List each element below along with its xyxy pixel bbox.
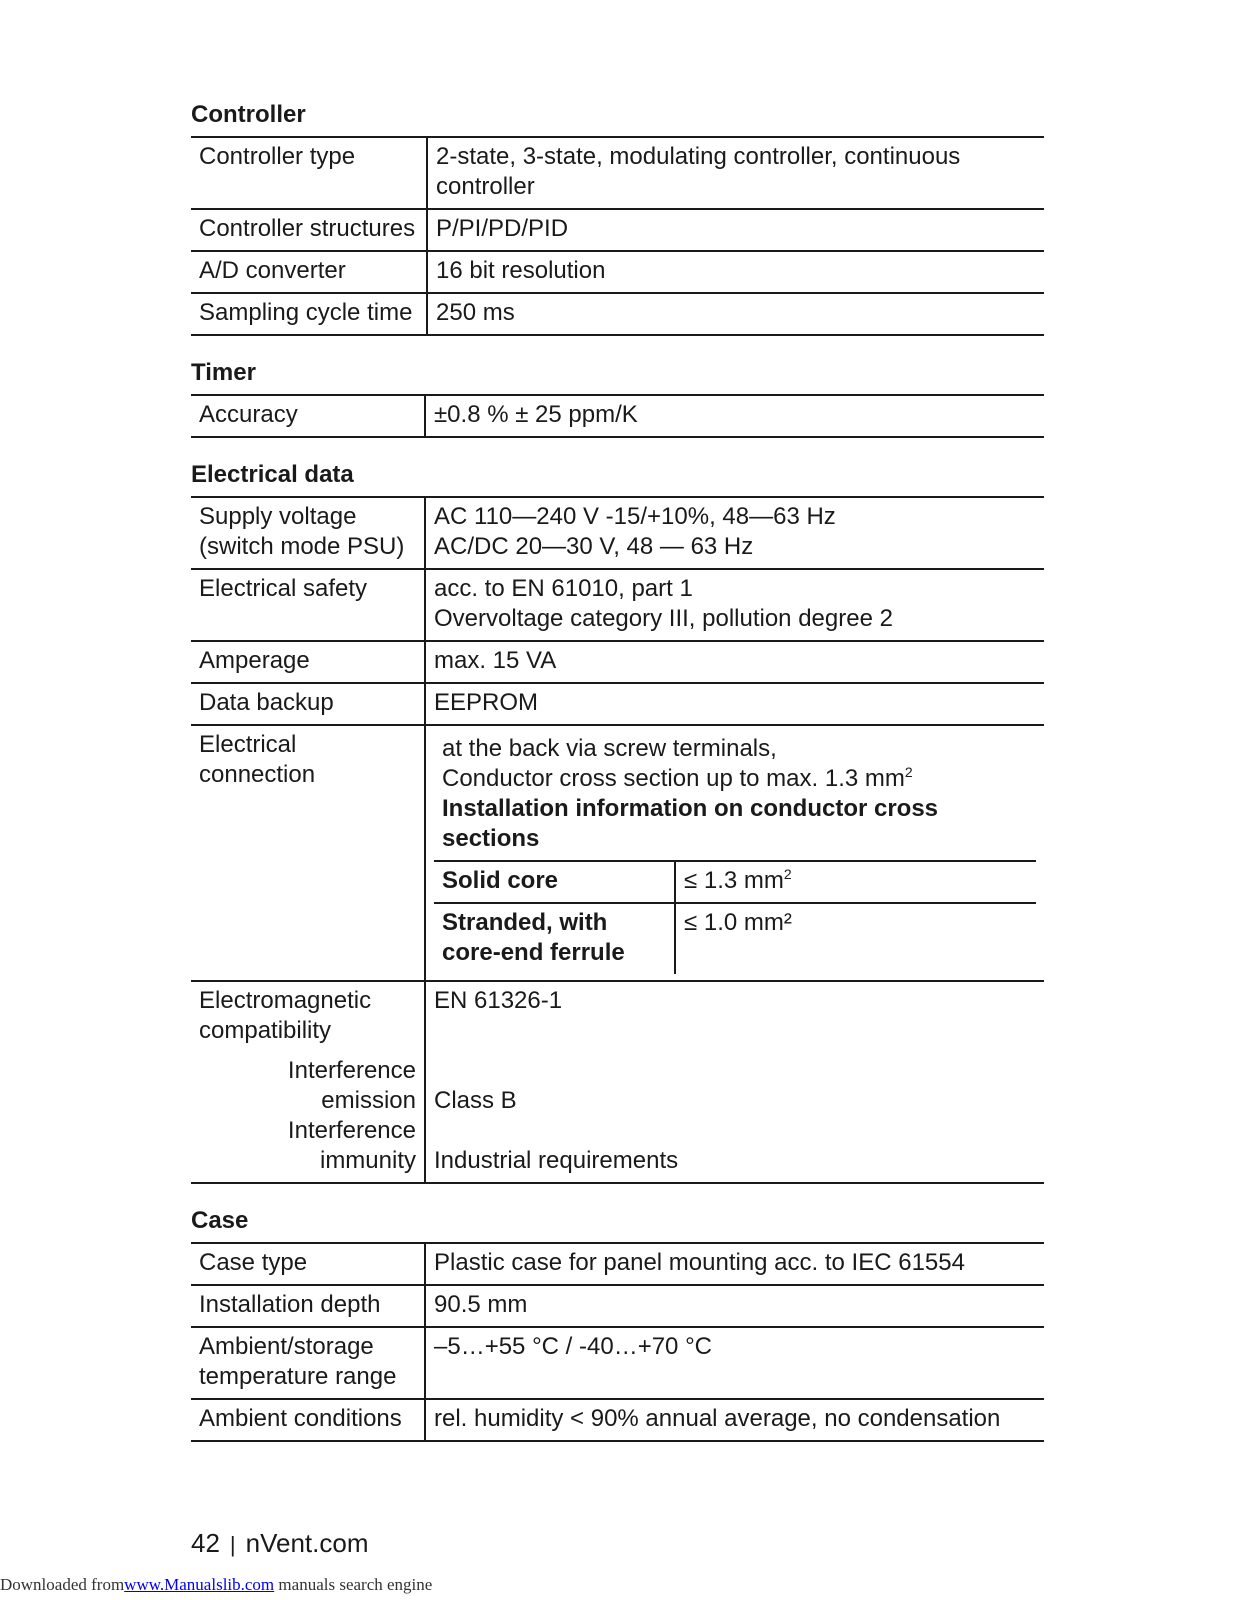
table-row [191, 1285, 1044, 1327]
electrical-table [191, 496, 1044, 1184]
spec-key: Ambient/storage temperature range [191, 1327, 425, 1399]
immunity-value: Industrial requirements [434, 1147, 679, 1174]
page-footer [191, 1528, 369, 1559]
table-row [191, 641, 1044, 683]
table-row [191, 1399, 1044, 1441]
spec-key: Controller type [191, 137, 427, 209]
spec-value [425, 725, 1044, 981]
table-row [191, 1243, 1044, 1285]
timer-table [191, 394, 1044, 438]
superscript: 2 [783, 866, 792, 882]
safety-value-line2: Overvoltage category III, pollution degree 2 [434, 605, 893, 632]
emc-key: Electromagnetic compatibility [199, 987, 372, 1044]
spec-value: max. 15 VA [425, 641, 1044, 683]
supply-value-line1: AC 110—240 V -15/+10%, 48—63 Hz [434, 503, 836, 530]
emission-value: Class B [434, 1087, 517, 1114]
table-row [191, 1327, 1044, 1399]
supply-key-line1: Supply voltage [199, 503, 357, 530]
table-row [191, 683, 1044, 725]
emc-value: EN 61326-1 [434, 987, 563, 1014]
spec-value: 2-state, 3-state, modulating controller, continuous controller [427, 137, 1044, 209]
spec-key: Electrical connection [191, 725, 425, 981]
spec-key [191, 497, 425, 569]
table-row [191, 981, 1044, 1183]
download-suffix: manuals search engine [274, 1575, 433, 1594]
spec-value [425, 569, 1044, 641]
connection-intro [434, 730, 1036, 860]
table-row [191, 497, 1044, 569]
table-row [191, 395, 1044, 437]
table-row [191, 725, 1044, 981]
spec-key: Case type [191, 1243, 425, 1285]
spec-value: 16 bit resolution [427, 251, 1044, 293]
table-row [191, 569, 1044, 641]
section-title-electrical: Electrical data [191, 461, 354, 488]
table-row [191, 137, 1044, 209]
section-title-case: Case [191, 1207, 249, 1234]
table-row [191, 209, 1044, 251]
spec-content [191, 100, 1044, 1442]
table-row [191, 251, 1044, 293]
immunity-key: Interference immunity [287, 1117, 416, 1174]
page-number: 42 [191, 1528, 220, 1558]
download-prefix: Downloaded from [0, 1575, 125, 1594]
footer-site: nVent.com [245, 1528, 369, 1558]
table-row [434, 861, 1036, 903]
spec-key: Amperage [191, 641, 425, 683]
section-title-controller: Controller [191, 101, 306, 128]
connection-line1: at the back via screw terminals, [442, 735, 777, 762]
emission-key: Interference emission [287, 1057, 416, 1114]
conductor-table [434, 860, 1036, 974]
supply-value-line2: AC/DC 20—30 V, 48 — 63 Hz [434, 533, 754, 560]
spec-value: ±0.8 % ± 25 ppm/K [425, 395, 1044, 437]
spec-key: Electrical safety [191, 569, 425, 641]
spec-value: 250 ms [427, 293, 1044, 335]
spec-key: Ambient conditions [191, 1399, 425, 1441]
supply-key-line2: (switch mode PSU) [199, 533, 405, 560]
conductor-value: ≤ 1.0 mm² [675, 903, 1036, 974]
connection-note: Installation information on conductor cross sections [442, 795, 939, 852]
footer-separator: | [229, 1532, 236, 1557]
spec-value [425, 981, 1044, 1183]
manualslib-link[interactable]: www.Manualslib.com [124, 1575, 275, 1594]
spec-key: Controller structures [191, 209, 427, 251]
spec-key: Data backup [191, 683, 425, 725]
conductor-value [675, 861, 1036, 903]
spec-key: A/D converter [191, 251, 427, 293]
connection-line2-text: Conductor cross section up to max. 1.3 mm [442, 765, 905, 792]
spec-value: EEPROM [425, 683, 1044, 725]
spec-value: 90.5 mm [425, 1285, 1044, 1327]
connection-line2 [442, 764, 1028, 794]
table-row [434, 903, 1036, 974]
spec-key: Sampling cycle time [191, 293, 427, 335]
spec-value: rel. humidity < 90% annual average, no condensation [425, 1399, 1044, 1441]
spec-value: –5…+55 °C / -40…+70 °C [425, 1327, 1044, 1399]
controller-table [191, 136, 1044, 336]
spec-value: P/PI/PD/PID [427, 209, 1044, 251]
superscript: 2 [904, 764, 913, 780]
spec-value: Plastic case for panel mounting acc. to IEC 61554 [425, 1243, 1044, 1285]
section-title-timer: Timer [191, 359, 256, 386]
spec-key [191, 981, 425, 1183]
spec-key: Accuracy [191, 395, 425, 437]
safety-value-line1: acc. to EN 61010, part 1 [434, 575, 693, 602]
download-notice [0, 1575, 432, 1595]
table-row [191, 293, 1044, 335]
conductor-key: Stranded, with core-end ferrule [434, 903, 675, 974]
conductor-key: Solid core [434, 861, 675, 903]
spec-key: Installation depth [191, 1285, 425, 1327]
spec-value [425, 497, 1044, 569]
case-table [191, 1242, 1044, 1442]
solid-value-text: ≤ 1.3 mm [684, 867, 784, 894]
